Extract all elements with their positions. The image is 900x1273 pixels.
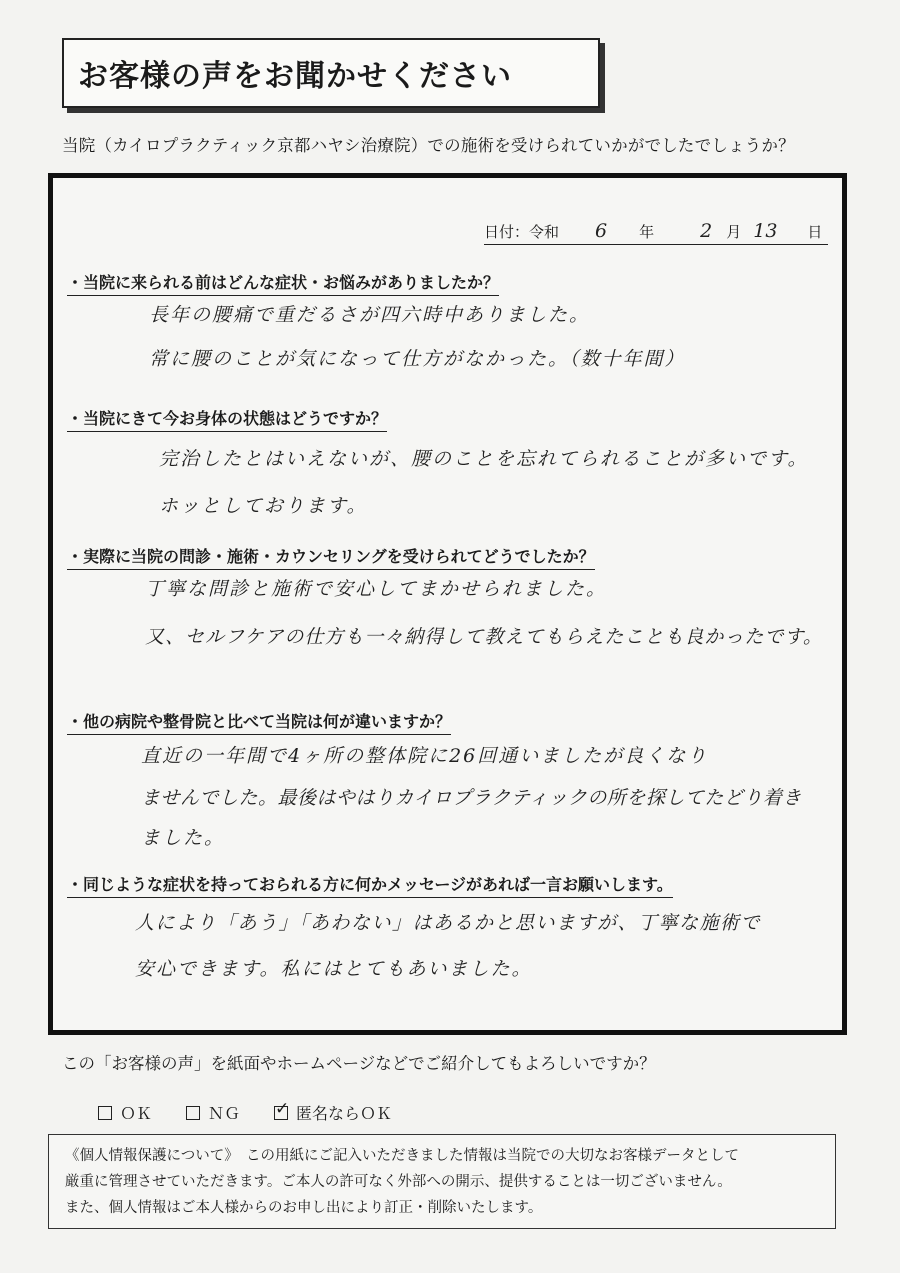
date-year-unit: 年 [639,223,655,241]
privacy-notice [48,1134,836,1229]
consent-question: この「お客様の声」を紙面やホームページなどでご紹介してもよろしいですか？ [62,1054,656,1073]
answer-2-line-2: ホッとしております。 [159,495,368,517]
date-year: 6 [595,220,608,242]
answer-1-line-2: 常に腰のことが気になって仕方がなかった。（数十年間） [149,348,686,370]
answer-4-line-3: ました。 [141,827,226,849]
answer-4-line-2: ませんでした。最後はやはりカイロプラクティックの所を探してたどり着き [141,787,802,809]
option-ok-label: ＯＫ [120,1104,153,1123]
answer-2-line-1: 完治したとはいえないが、腰のことを忘れてられることが多いです。 [159,448,809,470]
check-mark-icon: ✓ [275,1098,290,1119]
option-anonymous-ok[interactable] [274,1098,393,1124]
answer-3-line-1: 丁寧な問診と施術で安心してまかせられました。 [145,578,608,600]
answer-3-line-2: 又、セルフケアの仕方も一々納得して教えてもらえたことも良かったです。 [145,626,823,648]
answer-5-line-2: 安心できます。私にはとてもあいました。 [135,958,533,980]
page-title: お客様の声をお聞かせください [78,59,512,94]
date-day-unit: 日 [807,223,823,241]
answer-5-line-1: 人により「あう」「あわない」はあるかと思いますが、丁寧な施術で [135,912,762,934]
date-day: 13 [753,220,778,242]
privacy-line-1: 《個人情報保護について》 この用紙にご記入いただきました情報は当院での大切なお客様データとして [65,1148,739,1164]
question-5: ・同じような症状を持っておられる方に何かメッセージがあれば一言お願いします。 [67,872,673,898]
question-3: ・実際に当院の問診・施術・カウンセリングを受けられてどうでしたか？ [67,544,595,570]
title-box [62,38,600,108]
answer-1-line-1: 長年の腰痛で重だるさが四六時中ありました。 [149,304,591,326]
option-ng[interactable] [186,1101,240,1124]
answer-4-line-1: 直近の一年間で4ヶ所の整体院に26回通いましたが良くなり [141,745,709,767]
consent-options [98,1098,426,1124]
date-row [484,220,828,245]
checkbox-ng[interactable] [186,1106,200,1120]
option-ng-label: ＮＧ [208,1104,241,1123]
privacy-line-3: また、個人情報はご本人様からのお申し出により訂正・削除いたします。 [65,1200,543,1216]
option-anonymous-ok-label: 匿名ならＯＫ [296,1104,393,1123]
date-month-unit: 月 [726,223,742,241]
date-label: 日付：令和 [484,223,560,241]
question-2: ・当院にきて今お身体の状態はどうですか？ [67,406,387,432]
checkbox-ok[interactable] [98,1106,112,1120]
questionnaire-frame [48,173,847,1035]
date-month: 2 [700,220,713,242]
privacy-line-2: 厳重に管理させていただきます。ご本人の許可なく外部への開示、提供することは一切ございません。 [65,1174,732,1190]
intro-text: 当院（カイロプラクティック京都ハヤシ治療院）での施術を受けられていかがでしたでしょうか？ [62,136,795,155]
question-4: ・他の病院や整骨院と比べて当院は何が違いますか？ [67,709,451,735]
checkbox-anonymous-ok[interactable] [274,1098,290,1120]
option-ok[interactable] [98,1101,152,1124]
question-1: ・当院に来られる前はどんな症状・お悩みがありましたか？ [67,270,499,296]
